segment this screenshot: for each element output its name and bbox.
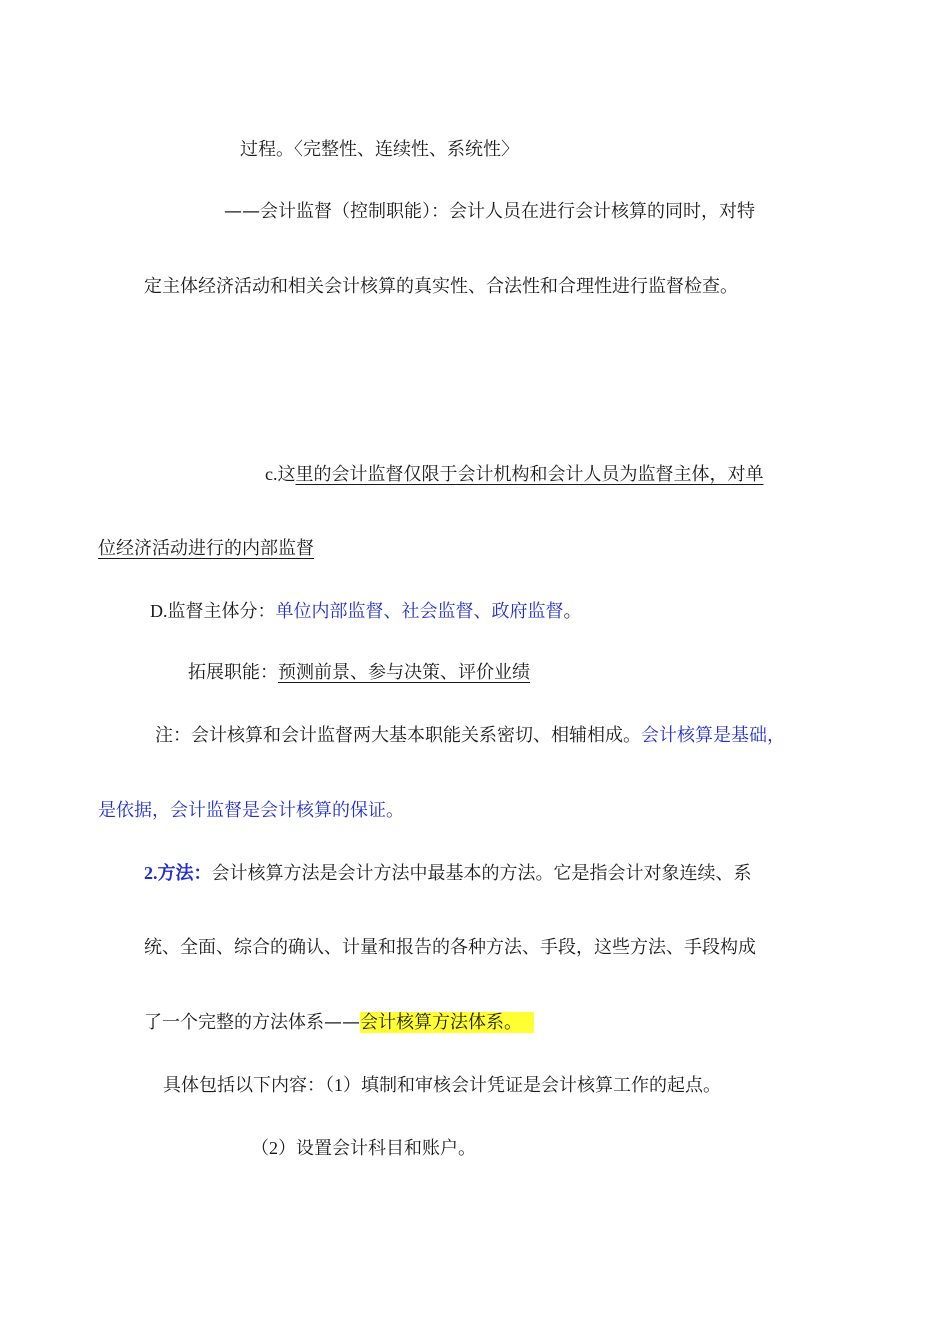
- content-item2-line: [251, 1136, 476, 1161]
- method-title: 方法：: [157, 863, 212, 884]
- content-item1-text: 填制和审核会计凭证是会计核算工作的起点。: [361, 1075, 721, 1096]
- c-item-lead: 这: [277, 464, 296, 485]
- method-number: 2.: [144, 863, 158, 883]
- method-line-1: [144, 861, 752, 886]
- d-item-end: 。: [563, 601, 582, 622]
- content-item1-number: （1）: [325, 1075, 361, 1095]
- supervision-continued-text: 定主体经济活动和相关会计核算的真实性、合法性和合理性进行监督检查。: [144, 276, 738, 297]
- paragraph-line-process: [240, 138, 519, 162]
- d-item-supervision-types: 单位内部监督、社会监督、政府监督: [275, 601, 564, 622]
- note-blue-second: 是依据，会计监督是会计核算的保证。: [98, 800, 404, 821]
- note-line-continued: [98, 799, 404, 823]
- d-item-line: [150, 599, 582, 624]
- note-blue-first: 会计核算是基础，: [641, 725, 785, 746]
- note-line: [155, 724, 785, 748]
- c-item-underlined-second: 位经济活动进行的内部监督: [98, 538, 314, 559]
- content-item2-text: 设置会计科目和账户。: [296, 1138, 476, 1159]
- supervision-definition-text: ——会计监督（控制职能）：会计人员在进行会计核算的同时，对特: [224, 201, 755, 222]
- d-item-marker: D.: [150, 601, 168, 621]
- note-text: 注：会计核算和会计监督两大基本职能关系密切、相辅相成。: [155, 725, 641, 746]
- content-intro-line: [163, 1073, 721, 1098]
- method-line-3: [144, 1011, 534, 1035]
- method-text-first: 会计核算方法是会计方法中最基本的方法。它是指会计对象连续、系: [211, 863, 752, 884]
- c-item-marker: c.: [265, 464, 278, 484]
- process-text: 过程。〈完整性、连续性、系统性〉: [240, 139, 519, 160]
- method-highlighted-system: 会计核算方法体系。: [360, 1012, 534, 1033]
- content-item2-number: （2）: [251, 1138, 296, 1158]
- c-item-line: [265, 462, 764, 487]
- d-item-label: 监督主体分：: [167, 601, 276, 622]
- c-item-underlined-first: 里的会计监督仅限于会计机构和会计人员为监督主体，对单: [295, 464, 764, 485]
- method-line-2: [144, 936, 756, 960]
- extend-functions: 预测前景、参与决策、评价业绩: [278, 662, 530, 683]
- c-item-line-continued: [98, 537, 314, 561]
- extend-line: [188, 661, 530, 685]
- paragraph-line-supervision-definition: [224, 200, 755, 224]
- paragraph-line-supervision-continued: [144, 275, 738, 299]
- method-text-third: 了一个完整的方法体系——: [144, 1012, 360, 1033]
- extend-label: 拓展职能：: [188, 662, 278, 683]
- content-intro: 具体包括以下内容：: [163, 1075, 325, 1096]
- method-text-second: 统、全面、综合的确认、计量和报告的各种方法、手段，这些方法、手段构成: [144, 937, 756, 958]
